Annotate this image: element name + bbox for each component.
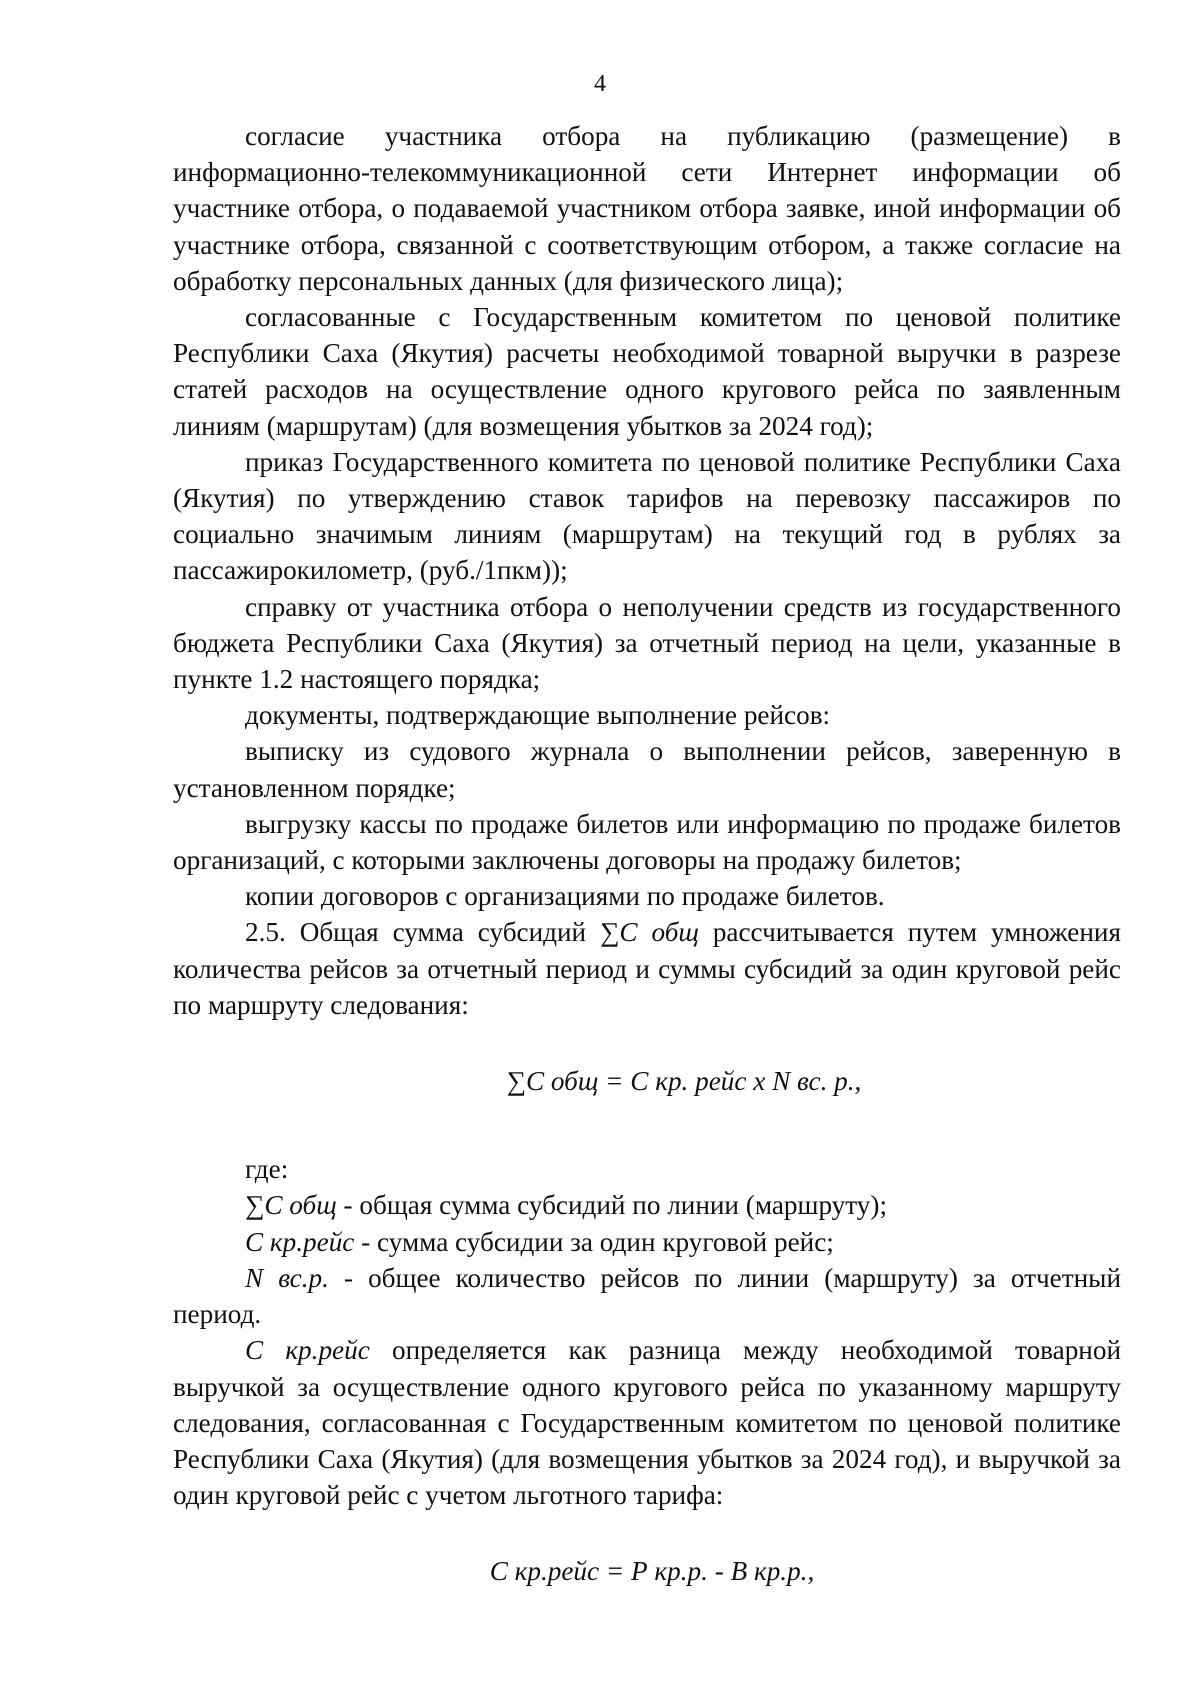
paragraph-tariff-order: приказ Государственного комитета по ценовой политике Республики Саха (Якутия) по утверждению ставок тарифов на перевозку пассажиров по социально значимым линиям (маршрутам) на текущий год в рублях за пассажирокилометр, (руб./1пкм)); [173,446,1121,586]
definition-term: С кр.рейс [245,1226,355,1257]
definition-round-trip-subsidy [173,1224,1121,1260]
definition-text: - общая сумма субсидий по линии (маршруту); [336,1190,888,1221]
formula-round-trip: С кр.рейс = Р кр.р. - В кр.р., [489,1556,815,1587]
round-trip-term: С кр.рейс [245,1335,370,1366]
where-label: где: [245,1154,289,1185]
round-trip-text: определяется как разница между необходимой товарной выручкой за осуществление одного кругового рейса по указанному маршруту следования, согласованная с Государственным комитетом по ценовой политике Республики Саха (Якутия) (для возмещения убытков за 2024 год), и выручкой за один круговой рейс с учетом льготного тарифа: [173,1335,1121,1511]
definition-text: - общее количество рейсов по линии (маршруту) за отчетный период. [173,1262,1121,1330]
paragraph-revenue-calculations: согласованные с Государственным комитетом по ценовой политике Республики Саха (Якутия) расчеты необходимой товарной выручки в разрезе статей расходов на осуществление одного кругового рейса по заявленным линиям (маршрутам) (для возмещения убытков за 2024 год); [173,302,1121,441]
definition-total-subsidy [173,1187,1121,1223]
paragraph-logbook-extract: выписку из судового журнала о выполнении рейсов, заверенную в установленном порядке; [173,736,1121,803]
section-2-5-prefix: 2.5. Общая сумма субсидий [245,917,601,948]
paragraph-trip-documents: документы, подтверждающие выполнение рейсов: [245,700,831,731]
definition-term: N вс.р. [245,1262,329,1293]
section-2-5-term: ∑С общ [600,917,699,948]
paragraph-ticket-sales: выгрузку кассы по продаже билетов или информацию по продаже билетов организаций, с которыми заключены договоры на продажу билетов; [173,808,1121,876]
formula-total-subsidy: ∑С общ = С кр. рейс х N вс. р., [506,1066,862,1097]
definition-trip-count [173,1260,1121,1332]
paragraph-consent: согласие участника отбора на публикацию (размещение) в информационно-телекоммуникационной сети Интернет информации об участнике отбора, о подаваемой участником отбора заявке, иной информации об участнике отбора, связанной с соответствующим отбором, а также согласие на обработку персональных данных (для физического лица); [173,121,1121,296]
section-2-5-suffix: рассчитывается путем умножения количества рейсов за отчетный период и суммы субсидий за один круговой рейс по маршруту следования: [173,917,1121,1020]
paragraph-round-trip-definition [173,1332,1121,1513]
document-body [173,118,1121,1590]
paragraph-contract-copies: копии договоров с организациями по продаже билетов. [245,881,885,912]
paragraph-section-2-5 [173,914,1121,1023]
paragraph-no-funds-certificate: справку от участника отбора о неполучении средств из государственного бюджета Республики Саха (Якутия) за отчетный период на цели, указанные в пункте 1.2 настоящего порядка; [173,591,1121,695]
page-number: 4 [594,71,606,97]
definition-text: - сумма субсидии за один круговой рейс; [354,1226,834,1257]
definition-term: ∑С общ [245,1190,337,1221]
